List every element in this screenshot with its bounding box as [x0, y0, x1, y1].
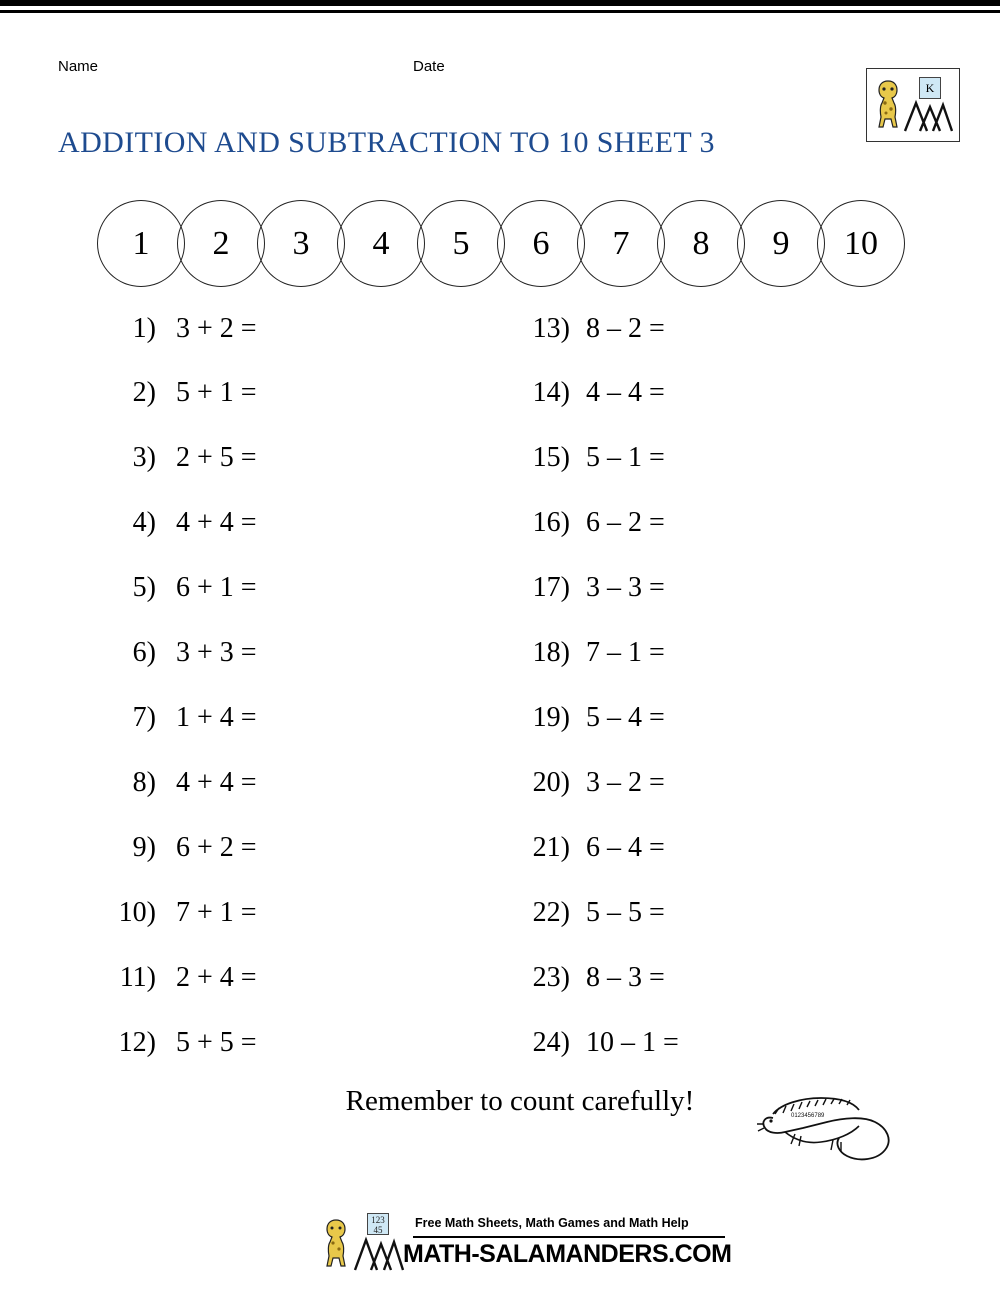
question-row — [92, 572, 472, 636]
question-text: 5 – 5 = — [586, 897, 665, 928]
question-number: 24) — [532, 1027, 570, 1058]
question-number: 17) — [532, 572, 570, 603]
footer-message-text: Remember to count carefully! — [345, 1085, 695, 1117]
question-text: 6 + 1 = — [176, 572, 257, 603]
brand-mountain-m-icon — [353, 1234, 405, 1272]
question-row — [508, 377, 908, 441]
question-text: 5 – 1 = — [586, 442, 665, 473]
page-title: ADDITION AND SUBTRACTION TO 10 SHEET 3 — [58, 126, 715, 159]
header-logo — [866, 68, 960, 142]
brand-salamander-icon — [321, 1218, 351, 1270]
salamander-mascot-icon — [874, 79, 902, 131]
number-line-value: 5 — [452, 224, 470, 262]
question-text: 10 – 1 = — [586, 1027, 679, 1058]
question-number: 12) — [118, 1027, 156, 1058]
question-text: 6 + 2 = — [176, 832, 257, 863]
question-row — [508, 1027, 908, 1091]
question-text: 5 + 5 = — [176, 1027, 257, 1058]
question-number: 3) — [132, 442, 156, 473]
page-top-rule-thick — [0, 0, 1000, 6]
number-line-oval — [737, 200, 825, 287]
question-text: 3 + 3 = — [176, 637, 257, 668]
svg-text:0123456789: 0123456789 — [791, 1113, 825, 1119]
question-row — [508, 962, 908, 1026]
question-row — [508, 637, 908, 701]
question-text: 6 – 4 = — [586, 832, 665, 863]
worksheet-page — [0, 13, 1000, 1294]
question-number: 16) — [532, 507, 570, 538]
question-text: 7 – 1 = — [586, 637, 665, 668]
question-row — [508, 767, 908, 831]
number-line-value: 10 — [844, 224, 878, 262]
number-line-oval — [497, 200, 585, 287]
logo-letter-badge: K — [919, 77, 941, 99]
number-line-oval — [177, 200, 265, 287]
number-line-value: 8 — [692, 224, 710, 262]
mountain-m-icon — [903, 97, 953, 133]
question-number: 2) — [132, 377, 156, 408]
number-line-value: 3 — [292, 224, 310, 262]
question-text: 4 + 4 = — [176, 507, 257, 538]
brand-number-badge: 123 45 — [367, 1213, 389, 1235]
question-number: 7) — [132, 702, 156, 733]
question-row — [508, 832, 908, 896]
question-row — [92, 897, 472, 961]
question-row — [508, 442, 908, 506]
question-row — [508, 572, 908, 636]
question-text: 2 + 5 = — [176, 442, 257, 473]
number-line-oval — [417, 200, 505, 287]
question-text: 6 – 2 = — [586, 507, 665, 538]
number-line — [97, 200, 905, 288]
question-number: 19) — [532, 702, 570, 733]
question-text: 1 + 4 = — [176, 702, 257, 733]
question-text: 7 + 1 = — [176, 897, 257, 928]
question-row — [92, 702, 472, 766]
question-number: 8) — [132, 767, 156, 798]
question-text: 3 – 2 = — [586, 767, 665, 798]
question-number: 21) — [532, 832, 570, 863]
number-line-value: 1 — [132, 224, 150, 262]
number-line-value: 9 — [772, 224, 790, 262]
name-label: Name — [58, 58, 99, 75]
question-row — [508, 702, 908, 766]
question-row — [92, 637, 472, 701]
number-line-value: 6 — [532, 224, 550, 262]
site-branding — [0, 1208, 1000, 1288]
worksheet-header — [58, 58, 938, 88]
question-row — [92, 442, 472, 506]
question-number: 1) — [132, 313, 156, 344]
number-line-oval — [257, 200, 345, 287]
question-number: 9) — [132, 832, 156, 863]
question-row — [508, 897, 908, 961]
salamander-doodle-icon — [755, 1088, 915, 1188]
question-number: 20) — [532, 767, 570, 798]
question-text: 4 + 4 = — [176, 767, 257, 798]
question-number: 10) — [118, 897, 156, 928]
question-number: 5) — [132, 572, 156, 603]
question-number: 15) — [532, 442, 570, 473]
question-number: 22) — [532, 897, 570, 928]
question-row — [92, 962, 472, 1026]
number-line-oval — [577, 200, 665, 287]
question-row — [92, 1027, 472, 1091]
question-number: 13) — [532, 313, 570, 344]
question-text: 2 + 4 = — [176, 962, 257, 993]
number-line-value: 4 — [372, 224, 390, 262]
question-row — [92, 507, 472, 571]
number-line-value: 7 — [612, 224, 630, 262]
question-row — [92, 832, 472, 896]
question-number: 23) — [532, 962, 570, 993]
question-row — [92, 313, 472, 377]
number-line-oval — [657, 200, 745, 287]
question-text: 3 – 3 = — [586, 572, 665, 603]
brand-divider — [413, 1236, 725, 1238]
question-row — [508, 507, 908, 571]
question-row — [92, 377, 472, 441]
question-text: 5 + 1 = — [176, 377, 257, 408]
question-row — [508, 313, 908, 377]
question-row — [92, 767, 472, 831]
brand-tagline: Free Math Sheets, Math Games and Math Help — [415, 1216, 689, 1230]
number-line-value: 2 — [212, 224, 230, 262]
question-number: 11) — [119, 962, 156, 993]
question-text: 4 – 4 = — [586, 377, 665, 408]
question-text: 8 – 2 = — [586, 313, 665, 344]
question-number: 14) — [532, 377, 570, 408]
brand-url: MATH-SALAMANDERS.COM — [403, 1240, 732, 1268]
question-number: 18) — [532, 637, 570, 668]
question-text: 5 – 4 = — [586, 702, 665, 733]
question-number: 6) — [132, 637, 156, 668]
question-number: 4) — [132, 507, 156, 538]
date-label: Date — [413, 58, 445, 75]
number-line-oval — [817, 200, 905, 287]
question-text: 3 + 2 = — [176, 313, 257, 344]
question-text: 8 – 3 = — [586, 962, 665, 993]
number-line-oval — [97, 200, 185, 287]
number-line-oval — [337, 200, 425, 287]
